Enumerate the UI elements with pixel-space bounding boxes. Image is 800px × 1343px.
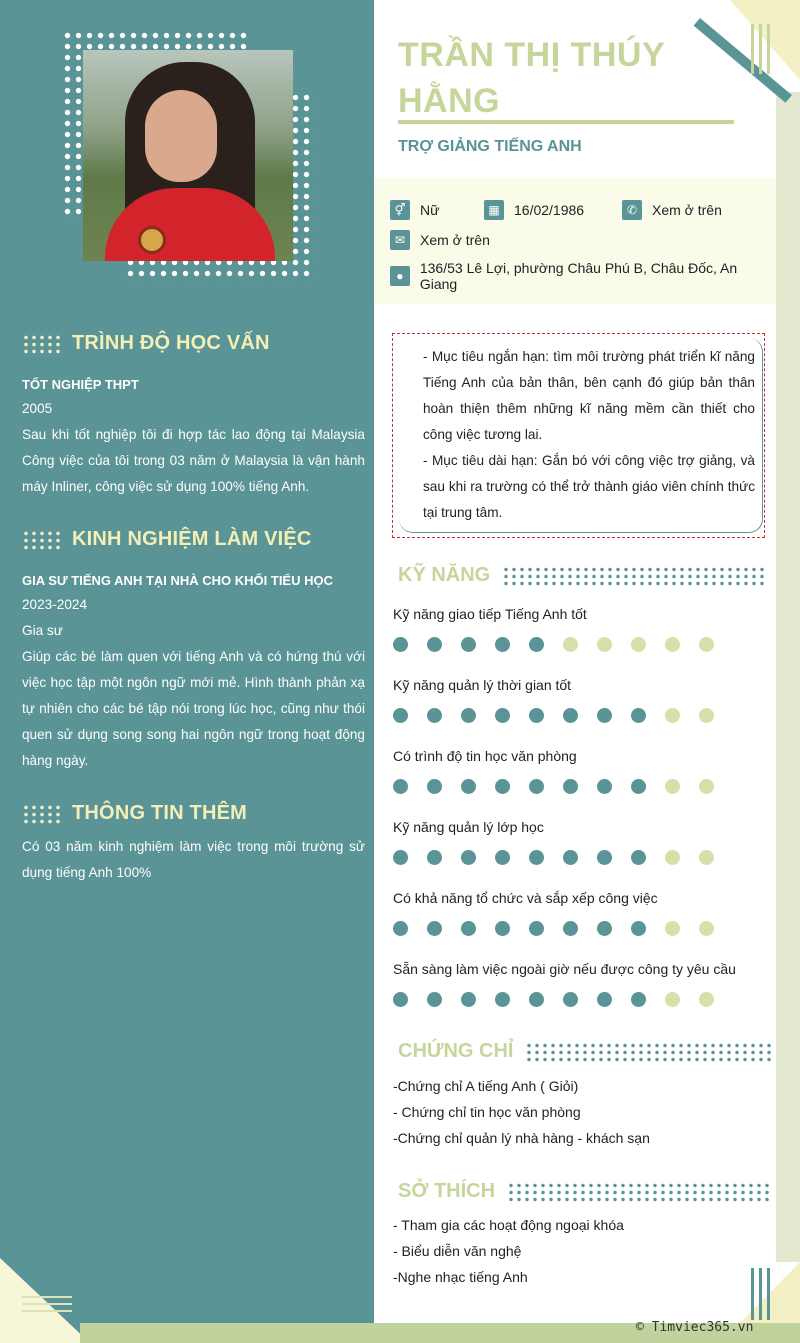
skill-rating-dot (495, 708, 510, 723)
skill-name: Kỹ năng quản lý lớp học (393, 819, 544, 835)
contact-gender (390, 200, 439, 220)
additional-heading (22, 802, 247, 825)
skill-rating-dot (563, 992, 578, 1007)
skill-rating-dot (665, 850, 680, 865)
skill-rating-dot (631, 708, 646, 723)
skill-rating-dot (529, 779, 544, 794)
skill-name: Kỹ năng giao tiếp Tiếng Anh tốt (393, 606, 587, 622)
watermark: © Timviec365.vn (636, 1320, 754, 1335)
experience-title: KINH NGHIỆM LÀM VIỆC (72, 528, 312, 550)
skill-rating-dot (699, 779, 714, 794)
skill-rating (393, 708, 714, 723)
skill-rating (393, 637, 714, 652)
skill-rating-dot (461, 921, 476, 936)
gender-value: Nữ (420, 202, 440, 218)
skill-rating-dot (427, 992, 442, 1007)
education-heading (22, 332, 270, 355)
education-description: Sau khi tốt nghiệp tôi đi hợp tác lao động tại Malaysia Công việc của tôi trong 03 năm ở Malaysia là vận hành máy Inliner, công việc sử dụng 100% tiếng Anh. (22, 427, 365, 494)
skill-rating-dot (665, 779, 680, 794)
education-title: TRÌNH ĐỘ HỌC VẤN (72, 332, 270, 354)
skill-rating-dot (427, 921, 442, 936)
skill-rating-dot (495, 779, 510, 794)
skill-rating-dot (427, 708, 442, 723)
skill-name: Có trình độ tin học văn phòng (393, 748, 577, 764)
email-value: Xem ở trên (420, 232, 490, 248)
education-year: 2005 (22, 401, 53, 416)
skill-rating (393, 850, 714, 865)
experience-description: Giúp các bé làm quen với tiếng Anh và có hứng thú với việc học tập một ngôn ngữ mới mẻ. Hình thành phản xạ tự nhiên cho các bé tập nói trong lúc học, cũng như thói quen sử dụng song song hai ngôn ngữ trong hoạt động hàng ngày. (22, 649, 365, 768)
lines-decoration (22, 1296, 72, 1316)
skill-rating-dot (393, 921, 408, 936)
skill-rating-dot (393, 779, 408, 794)
list-item: - Biểu diễn văn nghệ (393, 1243, 522, 1259)
calendar-icon: ▦ (484, 200, 504, 220)
skill-rating-dot (495, 637, 510, 652)
skill-rating-dot (563, 637, 578, 652)
email-icon: ✉ (390, 230, 410, 250)
skill-rating-dot (461, 708, 476, 723)
skill-rating-dot (665, 708, 680, 723)
hobbies-list (393, 1212, 624, 1290)
skill-rating-dot (529, 992, 544, 1007)
skill-rating-dot (631, 850, 646, 865)
skill-rating-dot (597, 921, 612, 936)
right-stripe-decoration (776, 92, 800, 1262)
experience-period: 2023-2024 (22, 597, 88, 612)
skill-rating-dot (699, 992, 714, 1007)
skill-rating-dot (699, 921, 714, 936)
objective-text (423, 344, 755, 526)
skill-rating (393, 921, 714, 936)
skill-name: Kỹ năng quản lý thời gian tốt (393, 677, 572, 693)
list-item: -Chứng chỉ A tiếng Anh ( Giỏi) (393, 1078, 579, 1094)
contact-phone (622, 200, 722, 220)
experience-role: Gia sư (22, 623, 63, 638)
skill-rating-dot (665, 921, 680, 936)
experience-position: GIA SƯ TIẾNG ANH TẠI NHÀ CHO KHỐI TIỂU HỌC (22, 573, 333, 588)
contact-birthdate (484, 200, 584, 220)
skill-rating-dot (597, 850, 612, 865)
skill-rating-dot (563, 921, 578, 936)
skill-rating-dot (393, 637, 408, 652)
contact-email (390, 230, 490, 250)
skill-rating-dot (393, 850, 408, 865)
skill-rating-dot (529, 708, 544, 723)
skill-rating-dot (631, 779, 646, 794)
gender-icon: ⚥ (390, 200, 410, 220)
left-column (0, 0, 374, 1343)
list-item: - Tham gia các hoạt động ngoại khóa (393, 1217, 624, 1233)
skill-rating-dot (699, 708, 714, 723)
skill-rating-dot (563, 850, 578, 865)
candidate-name: TRẦN THỊ THÚY HẰNG (398, 36, 665, 120)
skill-rating-dot (393, 992, 408, 1007)
heading-dots-decoration (502, 566, 766, 586)
heading-dots-decoration (22, 334, 62, 354)
skill-rating-dot (631, 637, 646, 652)
skill-rating-dot (597, 708, 612, 723)
hobbies-heading (398, 1180, 771, 1203)
top-right-bars-decoration (751, 24, 775, 74)
certificates-heading (398, 1040, 775, 1063)
name-underline (398, 120, 734, 124)
skill-rating-dot (699, 637, 714, 652)
skill-rating-dot (597, 637, 612, 652)
skill-rating-dot (563, 779, 578, 794)
additional-text: Có 03 năm kinh nghiệm làm việc trong môi trường sử dụng tiếng Anh 100% (22, 839, 365, 880)
skill-rating-dot (529, 850, 544, 865)
skill-rating-dot (631, 992, 646, 1007)
skill-rating-dot (529, 921, 544, 936)
heading-dots-decoration (507, 1182, 771, 1202)
skill-rating (393, 992, 714, 1007)
skill-name: Có khả năng tổ chức và sắp xếp công việc (393, 890, 658, 906)
list-item: - Chứng chỉ tin học văn phòng (393, 1104, 581, 1120)
skill-rating-dot (427, 850, 442, 865)
objective-short-term: - Mục tiêu ngắn hạn: tìm môi trường phát triển kĩ năng Tiếng Anh của bản thân, bên cạnh đó giúp bản thân hoàn thiện thêm những kĩ năng mềm cần thiết cho công việc tương lai. (423, 349, 755, 442)
experience-heading (22, 528, 312, 551)
skill-rating-dot (461, 850, 476, 865)
skill-rating-dot (461, 992, 476, 1007)
skill-rating-dot (427, 779, 442, 794)
skill-rating-dot (461, 779, 476, 794)
skill-rating-dot (461, 637, 476, 652)
skill-rating-dot (597, 992, 612, 1007)
certificates-list (393, 1073, 650, 1151)
skill-rating-dot (529, 637, 544, 652)
skill-rating-dot (495, 992, 510, 1007)
career-objective-box (392, 333, 765, 538)
hobbies-title: SỞ THÍCH (398, 1180, 496, 1202)
address-value: 136/53 Lê Lợi, phường Châu Phú B, Châu Đốc, An Giang (419, 260, 738, 292)
phone-value: Xem ở trên (652, 202, 722, 218)
list-item: -Nghe nhạc tiếng Anh (393, 1269, 528, 1285)
list-item: -Chứng chỉ quản lý nhà hàng - khách sạn (393, 1130, 650, 1146)
skills-title: KỸ NĂNG (398, 564, 491, 586)
skill-name: Sẵn sàng làm việc ngoài giờ nếu được công ty yêu cầu (393, 961, 736, 977)
location-icon: ● (390, 266, 410, 286)
education-degree: TỐT NGHIỆP THPT (22, 377, 139, 392)
skill-rating-dot (495, 850, 510, 865)
heading-dots-decoration (525, 1042, 775, 1062)
skill-rating-dot (393, 708, 408, 723)
phone-icon: ✆ (622, 200, 642, 220)
avatar (83, 50, 293, 261)
skill-rating-dot (427, 637, 442, 652)
job-title: TRỢ GIẢNG TIẾNG ANH (398, 138, 582, 155)
contact-panel (374, 178, 776, 304)
heading-dots-decoration (22, 530, 62, 550)
skill-rating-dot (495, 921, 510, 936)
additional-title: THÔNG TIN THÊM (72, 802, 248, 824)
skills-heading (398, 564, 766, 587)
skill-rating-dot (597, 779, 612, 794)
contact-address (390, 260, 776, 292)
bottom-right-bars-decoration (751, 1268, 775, 1320)
heading-dots-decoration (22, 804, 62, 824)
skill-rating-dot (563, 708, 578, 723)
skill-rating-dot (699, 850, 714, 865)
skill-rating (393, 779, 714, 794)
skill-rating-dot (665, 992, 680, 1007)
objective-long-term: - Mục tiêu dài hạn: Gắn bó với công việc trợ giảng, và sau khi ra trường có thể trở thành giáo viên chính thức tại trung tâm. (423, 453, 755, 520)
certificates-title: CHỨNG CHỈ (398, 1040, 514, 1062)
skill-rating-dot (665, 637, 680, 652)
birthdate-value: 16/02/1986 (514, 202, 585, 218)
skill-rating-dot (631, 921, 646, 936)
